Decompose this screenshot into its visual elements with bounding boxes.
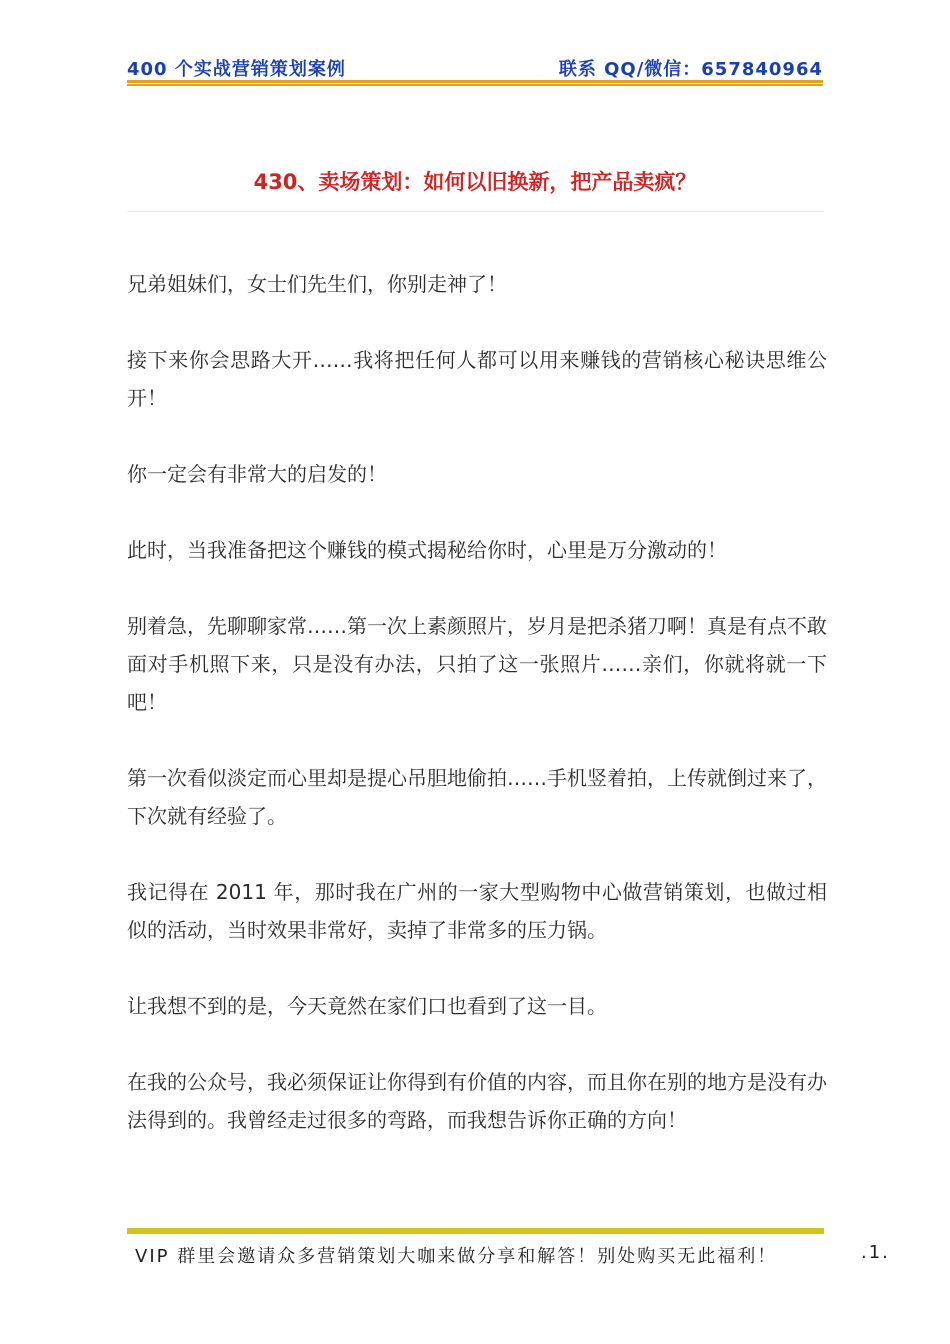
paragraph: 你一定会有非常大的启发的！: [127, 462, 387, 486]
paragraph: 别着急，先聊聊家常……第一次上素颜照片，岁月是把杀猪刀啊！真是有点不敢面对手机照下来，只是没有办法，只拍了这一张照片……亲们，你就将就一下吧！: [127, 614, 827, 714]
header-divider-bottom: [127, 84, 823, 86]
paragraph: 兄弟姐妹们，女士们先生们，你别走神了！: [127, 272, 507, 296]
paragraph: 第一次看似淡定而心里却是提心吊胆地偷拍……手机竖着拍，上传就倒过来了，下次就有经验了。: [127, 766, 827, 828]
paragraph: 在我的公众号，我必须保证让你得到有价值的内容，而且你在别的地方是没有办法得到的。我曾经走过很多的弯路，而我想告诉你正确的方向！: [127, 1070, 827, 1132]
paragraph: 让我想不到的是，今天竟然在家们口也看到了这一目。: [127, 994, 607, 1018]
header-contact-info: 联系 QQ/微信：657840964: [558, 59, 823, 80]
paragraph: 我记得在 2011 年，那时我在广州的一家大型购物中心做营销策划，也做过相似的活动，当时效果非常好，卖掉了非常多的压力锅。: [127, 880, 827, 942]
paragraph: 接下来你会思路大开……我将把任何人都可以用来赚钱的营销核心秘诀思维公开！: [127, 348, 827, 410]
page-number: .1.: [861, 1242, 890, 1263]
footer-divider: [127, 1228, 824, 1234]
article-title: 430、卖场策划：如何以旧换新，把产品卖疯？: [253, 170, 697, 194]
footer-promo-text: VIP 群里会邀请众多营销策划大咖来做分享和解答！别处购买无此福利！: [135, 1246, 778, 1267]
header-collection-title: 400 个实战营销策划案例: [127, 59, 346, 80]
header-divider-top: [127, 80, 823, 83]
title-divider: [127, 211, 823, 212]
article-body: [127, 265, 827, 1177]
paragraph: 此时，当我准备把这个赚钱的模式揭秘给你时，心里是万分激动的！: [127, 538, 727, 562]
page-header: [127, 55, 823, 79]
